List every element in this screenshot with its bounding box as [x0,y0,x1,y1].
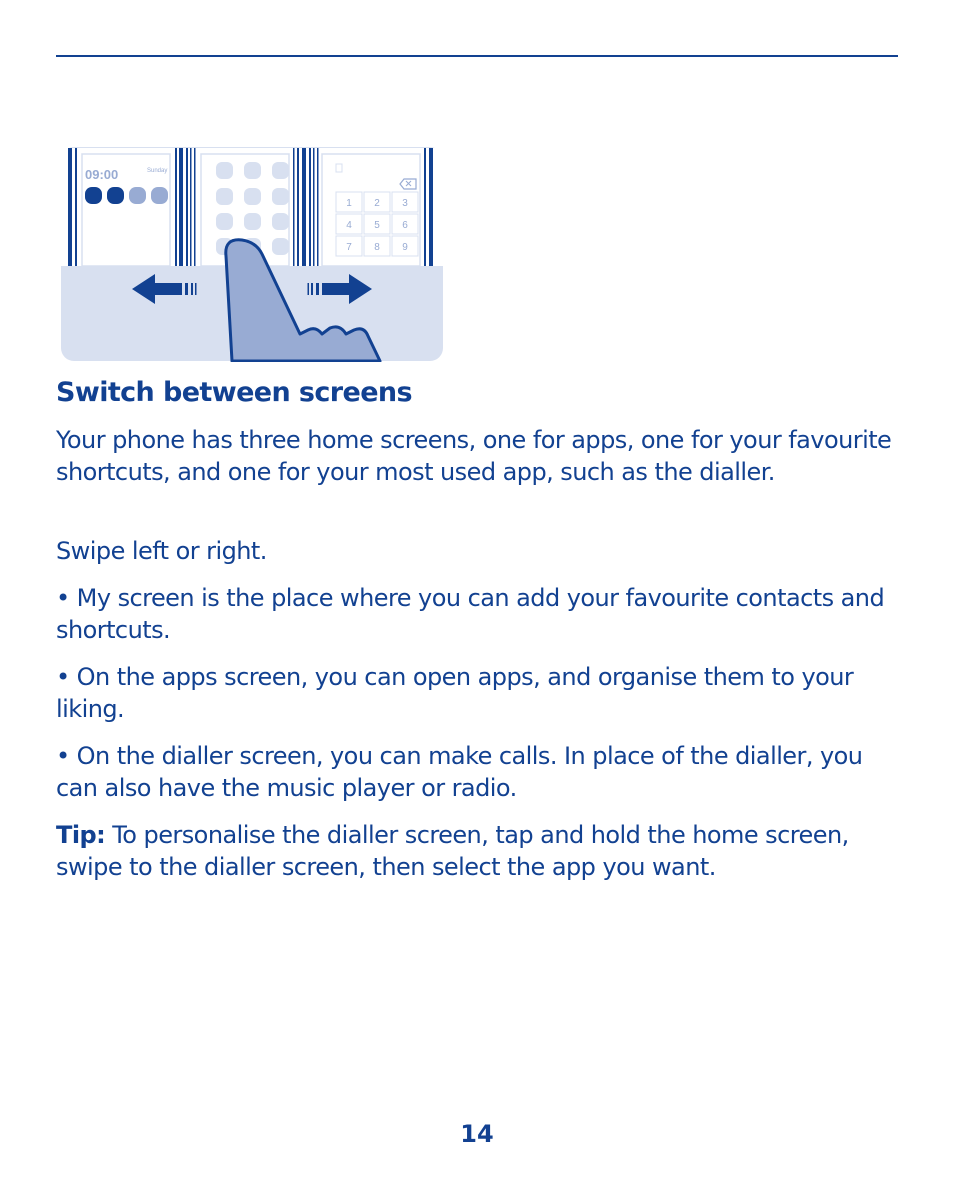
keypad-key: 9 [402,242,408,253]
keypad-key: 1 [346,198,352,209]
keypad-key: 3 [402,198,408,209]
favourite-contact [129,187,146,204]
keypad-key: 4 [346,220,352,231]
tip-text: To personalise the dialler screen, tap and hold the home screen, swipe to the dialler screen, then select the app you want. [56,821,849,881]
keypad-key: 2 [374,198,380,209]
section-title: Switch between screens [56,377,413,408]
keypad-key: 5 [374,220,380,231]
intro-paragraph: Your phone has three home screens, one for apps, one for your favourite shortcuts, and one for your most used app, such as the dialler. [56,426,892,486]
keypad-key: 7 [346,242,352,253]
favourite-contact [107,187,124,204]
swipe-illustration [60,146,444,362]
instruction-paragraph: Swipe left or right. [56,537,267,565]
tip-paragraph [56,820,901,883]
bullet-dialler-screen: • On the dialler screen, you can make calls. In place of the dialler, you can also have the music player or radio. [56,742,863,802]
bullet-apps-screen: • On the apps screen, you can open apps, and organise them to your liking. [56,663,854,723]
page-number: 14 [460,1120,494,1148]
keypad-key: 8 [374,242,380,253]
favourite-contact [151,187,168,204]
keypad-key: 6 [402,220,408,231]
home-day: Sunday [147,168,168,174]
favourite-contact [85,187,102,204]
home-clock: 09:00 [85,167,119,182]
bullet-my-screen: • My screen is the place where you can add your favourite contacts and shortcuts. [56,584,885,644]
tip-label: Tip: [56,821,106,849]
header-rule [56,55,898,57]
